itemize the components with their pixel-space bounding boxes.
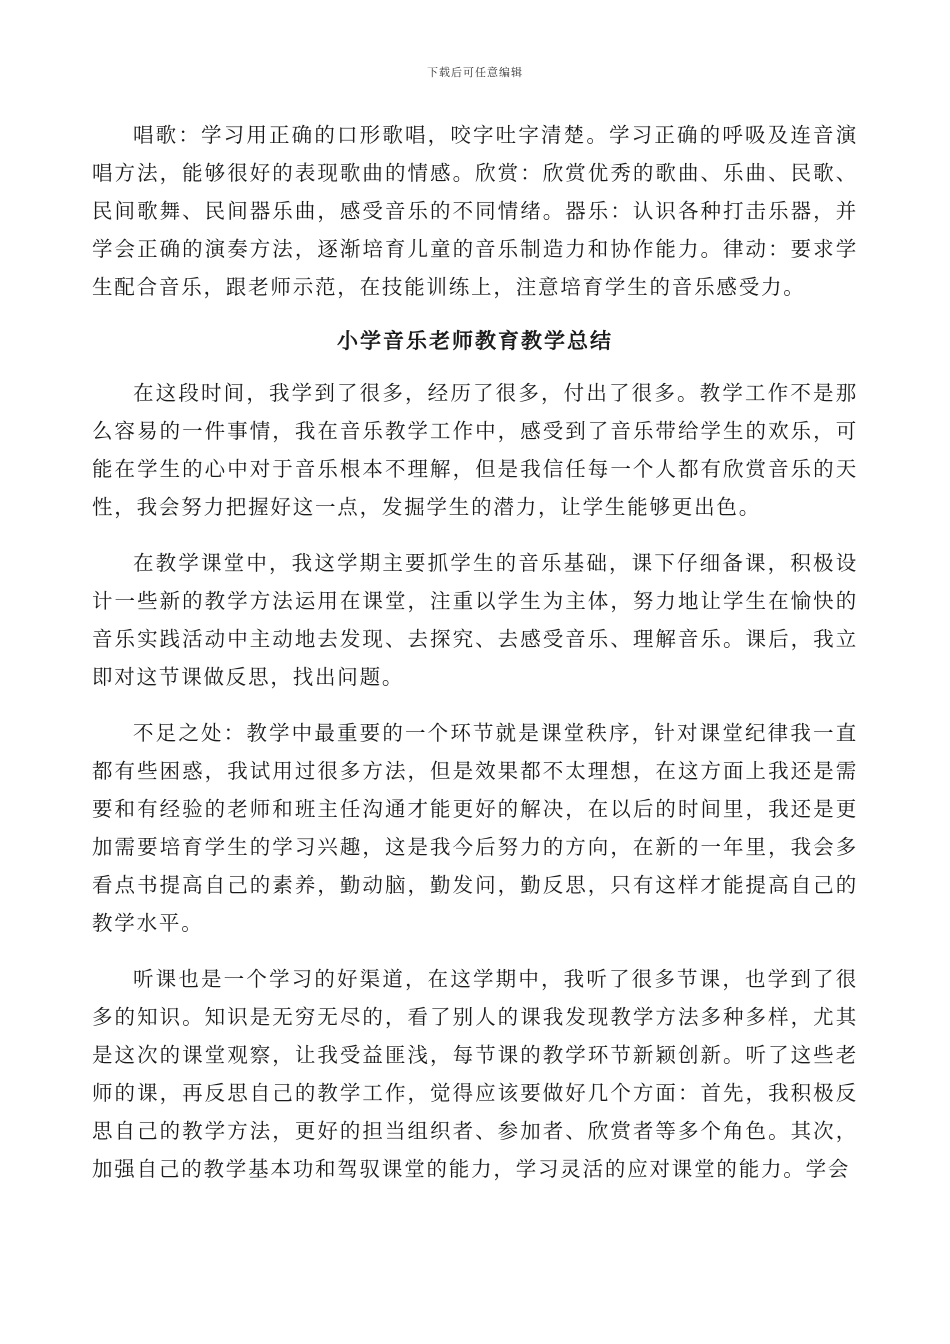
- body-paragraph-1: 在这段时间，我学到了很多，经历了很多，付出了很多。教学工作不是那么容易的一件事情，我在音乐教学工作中，感受到了音乐带给学生的欢乐，可能在学生的心中对于音乐根本不理解，但是我信任每一个人都有欣赏音乐的天性，我会努力把握好这一点，发掘学生的潜力，让学生能够更出色。: [92, 381, 858, 519]
- body-paragraph-3: 不足之处：教学中最重要的一个环节就是课堂秩序，针对课堂纪律我一直都有些困惑，我试用过很多方法，但是效果都不太理想，在这方面上我还是需要和有经验的老师和班主任沟通才能更好的解决，在以后的时间里，我还是更加需要培育学生的学习兴趣，这是我今后努力的方向，在新的一年里，我会多看点书提高自己的素养，勤动脑，勤发问，勤反思，只有这样才能提高自己的教学水平。: [92, 721, 858, 935]
- body-paragraph-4: 听课也是一个学习的好渠道，在这学期中，我听了很多节课，也学到了很多的知识。知识是无穷无尽的，看了别人的课我发现教学方法多种多样，尤其是这次的课堂观察，让我受益匪浅，每节课的教学环节新颖创新。听了这些老师的课，再反思自己的教学工作，觉得应该要做好几个方面：首先，我积极反思自己的教学方法，更好的担当组织者、参加者、欣赏者等多个角色。其次，加强自己的教学基本功和驾驭课堂的能力，学习灵活的应对课堂的能力。学会: [92, 967, 858, 1181]
- intro-paragraph: 唱歌：学习用正确的口形歌唱，咬字吐字清楚。学习正确的呼吸及连音演唱方法，能够很好的表现歌曲的情感。欣赏：欣赏优秀的歌曲、乐曲、民歌、民间歌舞、民间器乐曲，感受音乐的不同情绪。器乐：认识各种打击乐器，并学会正确的演奏方法，逐渐培育儿童的音乐制造力和协作能力。律动：要求学生配合音乐，跟老师示范，在技能训练上，注意培育学生的音乐感受力。: [92, 123, 858, 299]
- document-title: 小学音乐老师教育教学总结: [337, 329, 613, 353]
- page-header-note: 下载后可任意编辑: [427, 66, 523, 79]
- document-body: [92, 116, 858, 1188]
- body-paragraph-2: 在教学课堂中，我这学期主要抓学生的音乐基础，课下仔细备课，积极设计一些新的教学方法运用在课堂，注重以学生为主体，努力地让学生在愉快的音乐实践活动中主动地去发现、去探究、去感受音乐、理解音乐。课后，我立即对这节课做反思，找出问题。: [92, 551, 858, 689]
